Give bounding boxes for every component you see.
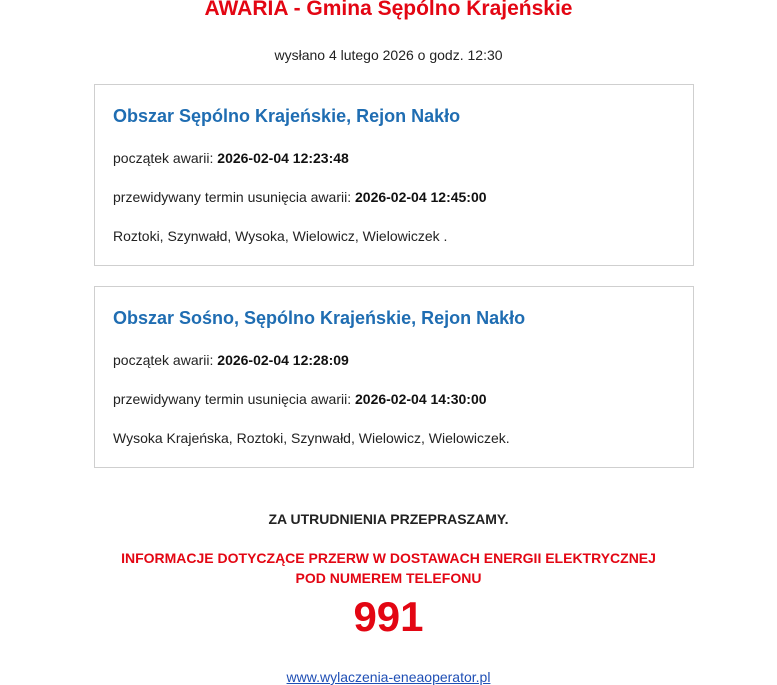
outage-start <box>113 350 349 370</box>
phone-number: 991 <box>353 593 424 640</box>
outage-places: Roztoki, Szynwałd, Wysoka, Wielowicz, Wielowiczek . <box>113 228 448 244</box>
website-link[interactable]: www.wylaczenia-eneaoperator.pl <box>286 669 491 685</box>
page-title: AWARIA - Gmina Sępólno Krajeńskie <box>204 0 573 20</box>
outage-start-label: początek awarii: <box>113 352 218 368</box>
outage-end-value: 2026-02-04 14:30:00 <box>355 391 487 407</box>
outage-start-value: 2026-02-04 12:28:09 <box>217 352 349 368</box>
outage-end <box>113 187 487 207</box>
outage-card <box>94 286 694 468</box>
sent-timestamp: wysłano 4 lutego 2026 o godz. 12:30 <box>274 47 503 63</box>
info-line-2: POD NUMEREM TELEFONU <box>295 570 482 586</box>
outage-places: Wysoka Krajeńska, Roztoki, Szynwałd, Wielowicz, Wielowiczek. <box>113 430 510 446</box>
outage-start <box>113 148 349 168</box>
outage-end-label: przewidywany termin usunięcia awarii: <box>113 189 355 205</box>
info-text <box>0 548 777 588</box>
info-line-1: INFORMACJE DOTYCZĄCE PRZERW W DOSTAWACH ENERGII ELEKTRYCZNEJ <box>121 550 656 566</box>
website-link-container <box>0 667 777 685</box>
outage-end-label: przewidywany termin usunięcia awarii: <box>113 391 355 407</box>
outage-end-value: 2026-02-04 12:45:00 <box>355 189 487 205</box>
outage-start-label: początek awarii: <box>113 150 218 166</box>
outage-start-value: 2026-02-04 12:23:48 <box>217 150 349 166</box>
apology-text: ZA UTRUDNIENIA PRZEPRASZAMY. <box>268 511 509 527</box>
outage-area-title: Obszar Sośno, Sępólno Krajeńskie, Rejon Nakło <box>113 308 526 328</box>
outage-area-title: Obszar Sępólno Krajeńskie, Rejon Nakło <box>113 106 461 126</box>
outage-end <box>113 389 487 409</box>
outage-card <box>94 84 694 266</box>
